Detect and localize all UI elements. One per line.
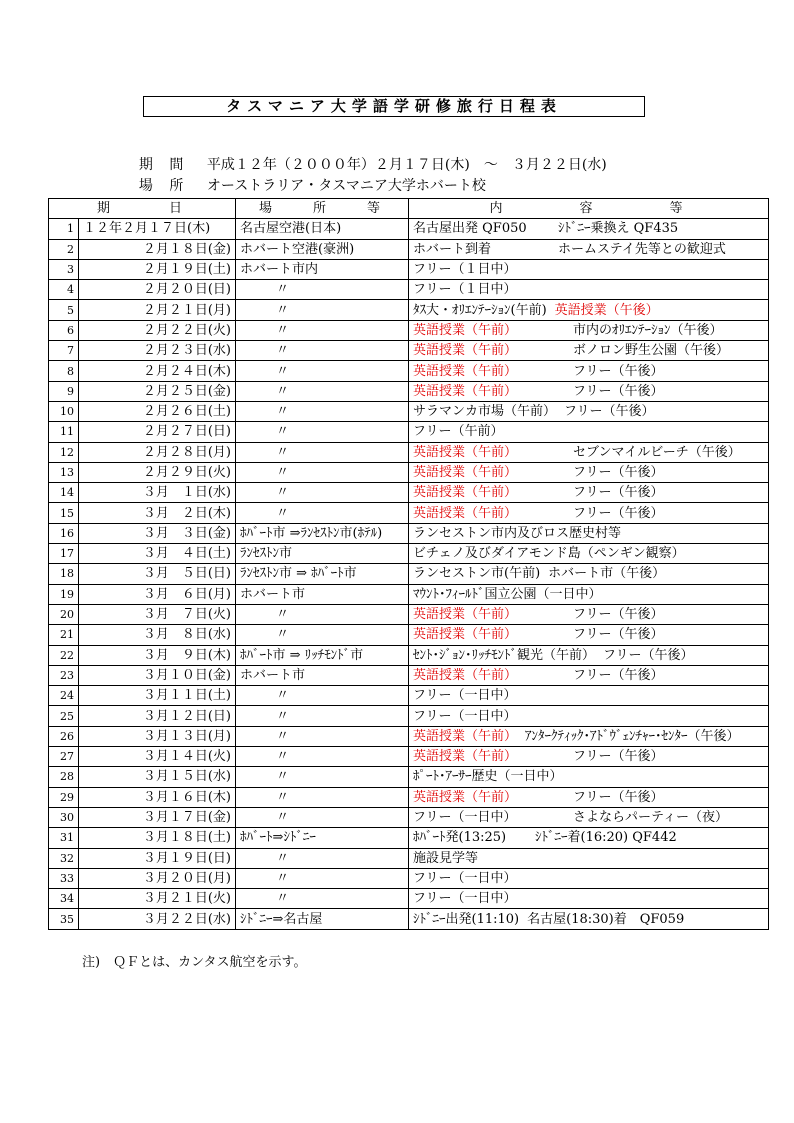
row-place: 〃 xyxy=(236,483,409,503)
row-content xyxy=(409,483,769,503)
row-number: 8 xyxy=(49,361,79,381)
content-text: 名古屋出発 QF050 xyxy=(413,221,527,237)
content-text: ボノロン野生公園（午後） xyxy=(573,343,730,359)
table-row xyxy=(49,401,769,421)
row-place: 〃 xyxy=(236,381,409,401)
row-date: ３月１７日(金) xyxy=(79,807,236,827)
row-date: ２月２２日(火) xyxy=(79,320,236,340)
row-content xyxy=(409,280,769,300)
row-place: 〃 xyxy=(236,848,409,868)
content-text: 名古屋(18:30)着 QF059 xyxy=(527,911,685,927)
row-place: 〃 xyxy=(236,604,409,624)
row-date: ２月１９日(土) xyxy=(79,259,236,279)
row-place: 〃 xyxy=(236,341,409,361)
row-number: 9 xyxy=(49,381,79,401)
row-number: 13 xyxy=(49,462,79,482)
content-text: フリー（午後） xyxy=(573,363,664,379)
row-content xyxy=(409,604,769,624)
table-row xyxy=(49,483,769,503)
row-date: ３月１５日(水) xyxy=(79,767,236,787)
table-row xyxy=(49,726,769,746)
content-text: フリー（一日中） xyxy=(413,810,517,826)
row-number: 1 xyxy=(49,219,79,239)
row-number: 21 xyxy=(49,625,79,645)
row-content xyxy=(409,422,769,442)
row-date: ２月２３日(水) xyxy=(79,341,236,361)
row-place: ｼﾄﾞﾆｰ⇒名古屋 xyxy=(236,909,409,929)
content-highlight: 英語授業（午前） xyxy=(413,383,518,399)
row-date: ２月２８日(月) xyxy=(79,442,236,462)
row-place: 〃 xyxy=(236,807,409,827)
row-date: ３月２２日(水) xyxy=(79,909,236,929)
row-date: ３月 ３日(金) xyxy=(79,523,236,543)
row-content xyxy=(409,523,769,543)
content-text: フリー（一日中） xyxy=(413,688,517,704)
table-row xyxy=(49,341,769,361)
row-content xyxy=(409,828,769,848)
table-row xyxy=(49,280,769,300)
row-place: ホバート市 xyxy=(236,665,409,685)
table-row xyxy=(49,462,769,482)
content-text: フリー（午後） xyxy=(603,647,694,663)
table-row xyxy=(49,523,769,543)
row-place: ホバート空港(豪洲) xyxy=(236,239,409,259)
table-row xyxy=(49,381,769,401)
row-content xyxy=(409,381,769,401)
content-text: フリー（午後） xyxy=(573,465,664,480)
content-text: ｼﾄﾞﾆｰ乗換え QF435 xyxy=(558,221,679,237)
row-date: ２月１８日(金) xyxy=(79,239,236,259)
content-text: フリー（一日中） xyxy=(413,708,517,724)
row-number: 30 xyxy=(49,807,79,827)
row-content xyxy=(409,300,769,320)
place-value: オーストラリア・タスマニア大学ホバート校 xyxy=(206,178,486,194)
row-place: 〃 xyxy=(236,767,409,787)
row-date: ２月２７日(日) xyxy=(79,422,236,442)
row-number: 19 xyxy=(49,584,79,604)
row-content xyxy=(409,807,769,827)
table-row xyxy=(49,361,769,381)
row-number: 11 xyxy=(49,422,79,442)
content-text: ランセストン市(午前) xyxy=(413,566,541,582)
table-row xyxy=(49,564,769,584)
row-content xyxy=(409,503,769,523)
row-place: 〃 xyxy=(236,320,409,340)
content-highlight: 英語授業（午前） xyxy=(413,465,518,480)
row-content xyxy=(409,706,769,726)
page-title: タスマニア大学語学研修旅行日程表 xyxy=(143,96,645,117)
content-text: さよならパーティー（夜） xyxy=(573,810,728,826)
content-text: フリー（１日中） xyxy=(413,282,517,298)
row-number: 15 xyxy=(49,503,79,523)
row-place: 〃 xyxy=(236,422,409,442)
table-row xyxy=(49,747,769,767)
row-content xyxy=(409,747,769,767)
row-number: 27 xyxy=(49,747,79,767)
row-content xyxy=(409,259,769,279)
content-text: 市内のｵﾘｴﾝﾃｰｼｮﾝ（午後） xyxy=(573,322,723,338)
footnote: 注) ＱＦとは、カンタス航空を示す。 xyxy=(82,955,307,970)
row-content xyxy=(409,726,769,746)
row-content xyxy=(409,401,769,421)
row-date: ３月１２日(日) xyxy=(79,706,236,726)
row-place: 〃 xyxy=(236,401,409,421)
table-row xyxy=(49,604,769,624)
row-number: 2 xyxy=(49,239,79,259)
header-place: 場 所 等 xyxy=(236,199,409,219)
table-row xyxy=(49,422,769,442)
period-value: 平成１２年（２０００年）２月１７日(木) ～ ３月２２日(水) xyxy=(206,157,607,173)
row-number: 29 xyxy=(49,787,79,807)
row-place: 〃 xyxy=(236,462,409,482)
content-text: フリー（一日中） xyxy=(413,870,517,886)
content-highlight: 英語授業（午前） xyxy=(413,363,518,379)
row-content xyxy=(409,544,769,564)
row-number: 22 xyxy=(49,645,79,665)
row-date: ３月１１日(土) xyxy=(79,686,236,706)
row-number: 6 xyxy=(49,320,79,340)
table-row xyxy=(49,665,769,685)
table-header-row xyxy=(49,199,769,219)
content-text: フリー（午後） xyxy=(573,383,664,399)
row-content xyxy=(409,219,769,239)
row-number: 24 xyxy=(49,686,79,706)
table-row xyxy=(49,503,769,523)
row-content xyxy=(409,787,769,807)
row-number: 10 xyxy=(49,401,79,421)
row-content xyxy=(409,909,769,929)
table-row xyxy=(49,625,769,645)
table-row xyxy=(49,239,769,259)
row-date: ２月２９日(火) xyxy=(79,462,236,482)
row-number: 12 xyxy=(49,442,79,462)
row-place: 〃 xyxy=(236,361,409,381)
content-text: フリー（午後） xyxy=(573,505,664,521)
row-number: 16 xyxy=(49,523,79,543)
row-date: ３月 ９日(木) xyxy=(79,645,236,665)
row-number: 4 xyxy=(49,280,79,300)
row-date: ３月２１日(火) xyxy=(79,889,236,909)
header-content: 内 容 等 xyxy=(409,199,769,219)
row-number: 17 xyxy=(49,544,79,564)
content-text: フリー（午後） xyxy=(573,607,664,623)
table-row xyxy=(49,767,769,787)
row-place: 〃 xyxy=(236,442,409,462)
row-content xyxy=(409,686,769,706)
row-date: ３月２０日(月) xyxy=(79,868,236,888)
table-row xyxy=(49,584,769,604)
row-date: ３月 １日(水) xyxy=(79,483,236,503)
row-place: 〃 xyxy=(236,503,409,523)
row-place: 〃 xyxy=(236,686,409,706)
row-number: 20 xyxy=(49,604,79,624)
content-text: サラマンカ市場（午前） xyxy=(413,404,557,420)
table-row xyxy=(49,686,769,706)
row-number: 25 xyxy=(49,706,79,726)
table-row xyxy=(49,909,769,929)
row-place: 〃 xyxy=(236,889,409,909)
content-text: ｾﾝﾄ･ｼﾞｮﾝ･ﾘｯﾁﾓﾝﾄﾞ観光（午前） xyxy=(413,647,596,663)
row-place: ホバート市 xyxy=(236,584,409,604)
row-content xyxy=(409,645,769,665)
row-date: ２月２６日(土) xyxy=(79,401,236,421)
row-place: ﾎﾊﾞｰﾄ市 ⇒ﾗﾝｾｽﾄﾝ市(ﾎﾃﾙ) xyxy=(236,523,409,543)
place-label: 場 所 xyxy=(138,178,190,194)
table-row xyxy=(49,787,769,807)
row-content xyxy=(409,889,769,909)
row-date: ２月２５日(金) xyxy=(79,381,236,401)
row-date: ３月 ４日(土) xyxy=(79,544,236,564)
content-text: ホバート到着 xyxy=(413,241,492,257)
row-content xyxy=(409,767,769,787)
row-content xyxy=(409,868,769,888)
row-date: ３月１０日(金) xyxy=(79,665,236,685)
table-row xyxy=(49,442,769,462)
row-place: 名古屋空港(日本) xyxy=(236,219,409,239)
row-date: ３月１６日(木) xyxy=(79,787,236,807)
row-number: 35 xyxy=(49,909,79,929)
place-line xyxy=(130,159,486,195)
row-content xyxy=(409,341,769,361)
row-number: 7 xyxy=(49,341,79,361)
table-row xyxy=(49,320,769,340)
row-date: ３月 ７日(火) xyxy=(79,604,236,624)
content-text: ビチェノ及びダイアモンド島（ペンギン観察） xyxy=(413,546,685,562)
row-content xyxy=(409,665,769,685)
content-text: ﾎﾟｰﾄ･ｱｰｻｰ歴史（一日中） xyxy=(413,769,563,785)
row-place: 〃 xyxy=(236,280,409,300)
content-text: フリー（午後） xyxy=(573,749,664,765)
row-place: ﾗﾝｾｽﾄﾝ市 xyxy=(236,544,409,564)
row-place: 〃 xyxy=(236,300,409,320)
content-text: ランセストン市内及びロス歴史村等 xyxy=(413,525,622,541)
content-text: ｱﾝﾀｰｸﾃｨｯｸ･ｱﾄﾞｳﾞｪﾝﾁｬｰ･ｾﾝﾀｰ（午後） xyxy=(525,728,740,744)
content-highlight: 英語授業（午前） xyxy=(413,667,518,683)
table-row xyxy=(49,868,769,888)
content-text: ﾀｽ大・ｵﾘｴﾝﾃｰｼｮﾝ(午前) xyxy=(413,302,547,318)
row-content xyxy=(409,564,769,584)
row-place: 〃 xyxy=(236,747,409,767)
table-row xyxy=(49,645,769,665)
row-date: ２月２４日(木) xyxy=(79,361,236,381)
content-text: ﾎﾊﾞｰﾄ発(13:25) xyxy=(413,830,507,846)
content-highlight: 英語授業（午前） xyxy=(413,728,518,744)
row-content xyxy=(409,442,769,462)
content-highlight: 英語授業（午前） xyxy=(413,322,518,338)
table-row xyxy=(49,706,769,726)
row-place: ホバート市内 xyxy=(236,259,409,279)
row-date: ３月 ２日(木) xyxy=(79,503,236,523)
content-highlight: 英語授業（午前） xyxy=(413,607,518,623)
content-text: ｼﾄﾞﾆｰ出発(11:10) xyxy=(413,911,520,927)
row-number: 14 xyxy=(49,483,79,503)
table-row xyxy=(49,807,769,827)
content-text: 施設見学等 xyxy=(413,850,479,866)
content-text: ホバート市（午後） xyxy=(548,566,666,582)
content-highlight: 英語授業（午後） xyxy=(554,302,659,318)
content-highlight: 英語授業（午前） xyxy=(413,505,518,521)
table-row xyxy=(49,889,769,909)
row-number: 5 xyxy=(49,300,79,320)
content-highlight: 英語授業（午前） xyxy=(413,343,518,359)
row-place: 〃 xyxy=(236,706,409,726)
row-place: ﾎﾊﾞｰﾄ市 ⇒ ﾘｯﾁﾓﾝﾄﾞ市 xyxy=(236,645,409,665)
table-row xyxy=(49,300,769,320)
row-number: 28 xyxy=(49,767,79,787)
row-place: 〃 xyxy=(236,868,409,888)
row-number: 23 xyxy=(49,665,79,685)
table-row xyxy=(49,848,769,868)
content-text: フリー（午後） xyxy=(564,404,655,420)
content-text: ﾏｳﾝﾄ･ﾌｨｰﾙﾄﾞ国立公園（一日中） xyxy=(413,586,602,602)
content-highlight: 英語授業（午前） xyxy=(413,627,518,643)
row-content xyxy=(409,848,769,868)
content-text: フリー（午後） xyxy=(573,667,664,683)
row-place: 〃 xyxy=(236,787,409,807)
row-date: ３月１３日(月) xyxy=(79,726,236,746)
row-place: ﾎﾊﾞｰﾄ⇒ｼﾄﾞﾆｰ xyxy=(236,828,409,848)
row-number: 33 xyxy=(49,868,79,888)
row-content xyxy=(409,625,769,645)
row-content xyxy=(409,462,769,482)
content-highlight: 英語授業（午前） xyxy=(413,444,518,460)
table-row xyxy=(49,259,769,279)
content-text: フリー（午後） xyxy=(573,789,664,805)
row-content xyxy=(409,361,769,381)
content-text: フリー（一日中） xyxy=(413,891,517,907)
row-content xyxy=(409,239,769,259)
row-number: 31 xyxy=(49,828,79,848)
content-highlight: 英語授業（午前） xyxy=(413,485,518,501)
row-place: 〃 xyxy=(236,625,409,645)
row-date: ３月 ８日(水) xyxy=(79,625,236,645)
row-date: ３月１９日(日) xyxy=(79,848,236,868)
row-place: 〃 xyxy=(236,726,409,746)
row-content xyxy=(409,584,769,604)
row-place: ﾗﾝｾｽﾄﾝ市 ⇒ ﾎﾊﾞｰﾄ市 xyxy=(236,564,409,584)
row-date: ２月２１日(月) xyxy=(79,300,236,320)
row-date: １２年２月１７日(木) xyxy=(79,219,236,239)
content-text: フリー（午前） xyxy=(413,424,504,440)
row-date: ３月１４日(火) xyxy=(79,747,236,767)
row-date: ３月 ５日(日) xyxy=(79,564,236,584)
row-number: 18 xyxy=(49,564,79,584)
row-content xyxy=(409,320,769,340)
schedule-table xyxy=(48,198,769,930)
row-date: ３月 ６日(月) xyxy=(79,584,236,604)
content-highlight: 英語授業（午前） xyxy=(413,749,518,765)
header-date: 期 日 xyxy=(49,199,236,219)
table-row xyxy=(49,219,769,239)
content-text: ホームステイ先等との歓迎式 xyxy=(558,241,726,257)
content-text: ｼﾄﾞﾆｰ着(16:20) QF442 xyxy=(535,830,677,846)
row-date: ２月２０日(日) xyxy=(79,280,236,300)
row-date: ３月１８日(土) xyxy=(79,828,236,848)
content-text: フリー（午後） xyxy=(573,485,664,501)
table-row xyxy=(49,828,769,848)
row-number: 26 xyxy=(49,726,79,746)
period-label: 期 間 xyxy=(138,157,190,173)
row-number: 34 xyxy=(49,889,79,909)
row-number: 32 xyxy=(49,848,79,868)
content-highlight: 英語授業（午前） xyxy=(413,789,518,805)
row-number: 3 xyxy=(49,259,79,279)
table-row xyxy=(49,544,769,564)
content-text: フリー（１日中） xyxy=(413,262,517,278)
content-text: フリー（午後） xyxy=(573,627,664,643)
content-text: セブンマイルビーチ（午後） xyxy=(573,444,741,460)
